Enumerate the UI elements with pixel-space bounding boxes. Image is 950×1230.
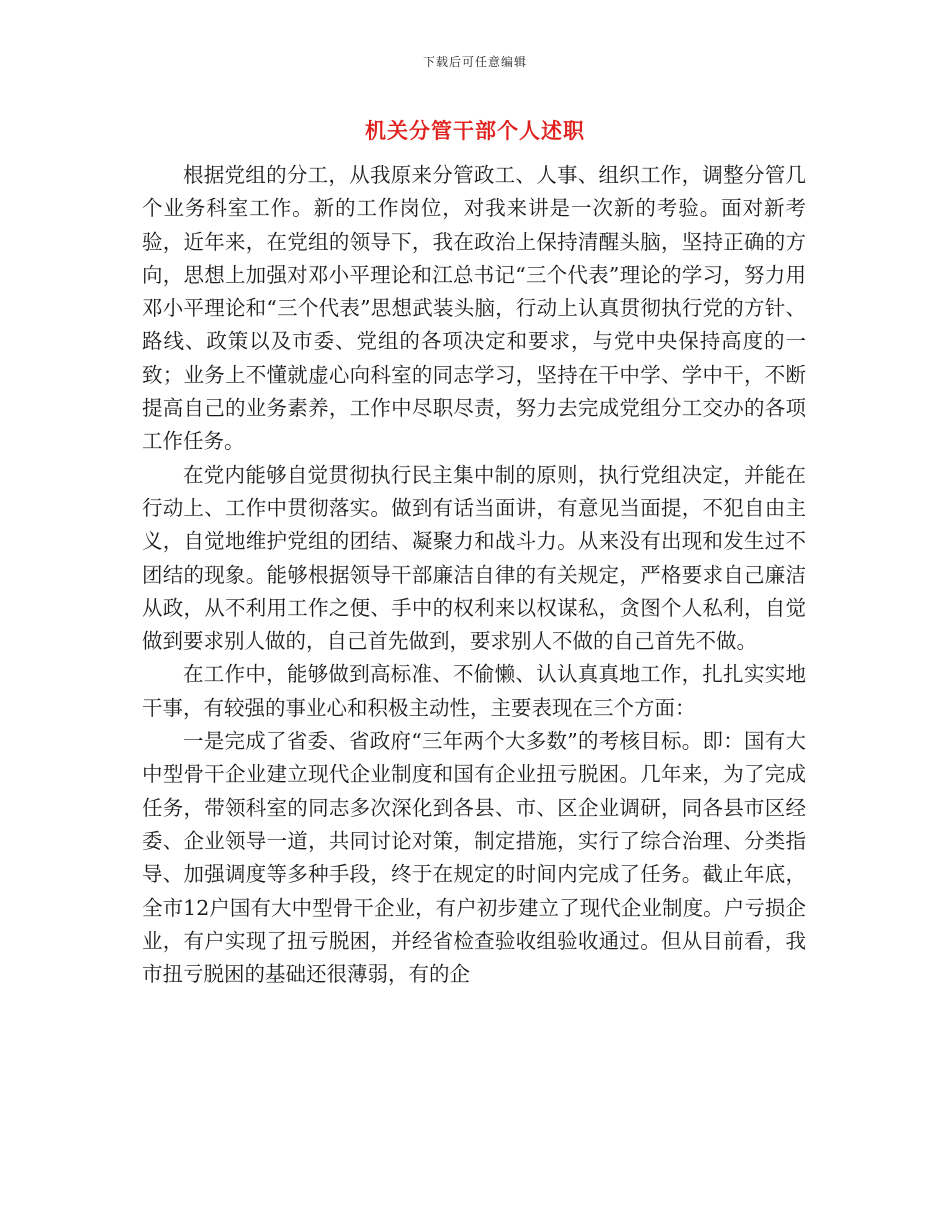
paragraph: 在党内能够自觉贯彻执行民主集中制的原则，执行党组决定，并能在行动上、工作中贯彻落实。做到有话当面讲，有意见当面提，不犯自由主义，自觉地维护党组的团结、凝聚力和战斗力。从来没有出现和发生过不团结的现象。能够根据领导干部廉洁自律的有关规定，严格要求自己廉洁从政，从不利用工作之便、手中的权利来以权谋私，贪图个人私利，自觉做到要求别人做的，自己首先做到，要求别人不做的自己首先不做。 — [142, 462, 806, 654]
page-title: 机关分管干部个人述职 — [365, 119, 585, 143]
header-note: 下载后可任意编辑 — [422, 55, 527, 69]
paragraph: 一是完成了省委、省政府“三年两个大多数”的考核目标。即：国有大中型骨干企业建立现代企业制度和国有企业扭亏脱困。几年来，为了完成任务，带领科室的同志多次深化到各县、市、区企业调研，同各县市区经委、企业领导一道，共同讨论对策，制定措施，实行了综合治理、分类指导、加强调度等多种手段，终于在规定的时间内完成了任务。截止年底，全市12户国有大中型骨干企业，有户初步建立了现代企业制度。户亏损企业，有户实现了扭亏脱困，并经省检查验收组验收通过。但从目前看，我市扭亏脱困的基础还很薄弱，有的企 — [142, 729, 806, 987]
paragraph: 在工作中，能够做到高标准、不偷懒、认认真真地工作，扎扎实实地干事，有较强的事业心和积极主动性，主要表现在三个方面： — [142, 662, 806, 720]
document-body — [142, 159, 806, 991]
paragraph: 根据党组的分工，从我原来分管政工、人事、组织工作，调整分管几个业务科室工作。新的工作岗位，对我来讲是一次新的考验。面对新考验，近年来，在党组的领导下，我在政治上保持清醒头脑，坚持正确的方向，思想上加强对邓小平理论和江总书记“三个代表”理论的学习，努力用邓小平理论和“三个代表”思想武装头脑，行动上认真贯彻执行党的方针、路线、政策以及市委、党组的各项决定和要求，与党中央保持高度的一致；业务上不懂就虚心向科室的同志学习，坚持在干中学、学中干，不断提高自己的业务素养，工作中尽职尽责，努力去完成党组分工交办的各项工作任务。 — [142, 163, 806, 454]
